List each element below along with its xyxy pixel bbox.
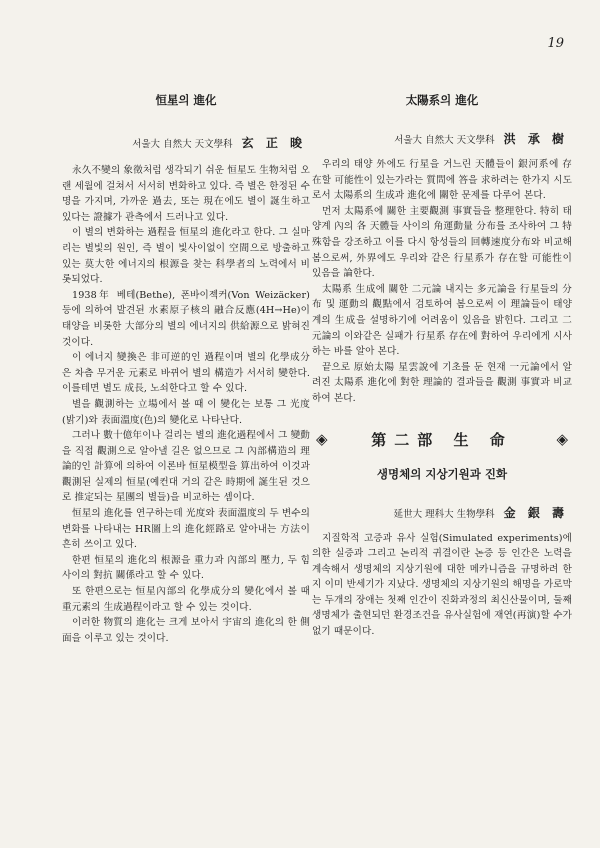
paragraph: 이 에너지 變換은 非可逆的인 過程이며 별의 化學成分은 차츰 무거운 元素로 바뀌어 별의 構造가 서서히 變한다. 이를테면 별도 成長, 노쇠한다고 할 수 있다.	[62, 352, 310, 395]
article-title-origin-of-life: 생명체의 지상기원과 진화	[376, 466, 508, 481]
byline	[312, 130, 572, 147]
paragraph: 별을 觀測하는 立場에서 볼 때 이 變化는 보통 그 光度(밝기)와 表面溫度(色)의 變化로 나타난다.	[62, 398, 310, 426]
paragraph: 우리의 태양 外에도 行星을 거느린 天體들이 銀河系에 存在할 可能性이 있는가라는 質問에 答을 求하려는 한가지 시도로서 太陽系의 生成과 進化에 關한 문제를 다루어 본다.	[312, 159, 572, 202]
paragraph: 지질학적 고증과 유사 실험(Simulated experiments)에 의한 실증과 그리고 논리적 귀결이란 논증 등 인간은 노력을 계속해서 생명체의 지상기원에 대한 메카니즘을 규명하려 한지 이미 반세기가 지났다. 생명체의 지상기원의 해명을 가로막는 두개의 장애는 첫째 인간이 진화과정의 최신산물이며, 둘째 생명체가 출현되던 환경조건을 유사실험에 재연(再演)할 수가 없기 때문이다.	[312, 532, 572, 638]
paragraph: 恒星의 進化를 연구하는데 光度와 表面溫度의 두 변수의 변화를 나타내는 HR圖上의 進化經路로 알아내는 方法이 흔히 쓰이고 있다.	[62, 508, 310, 551]
byline	[312, 504, 572, 521]
paragraph: 한편 恒星의 進化의 根源을 重力과 內部의 壓力, 두 힘사이의 對抗 關係라고 할 수 있다.	[62, 554, 310, 582]
author-affiliation: 서울大 自然大 天文學科	[132, 139, 233, 150]
author-name: 玄 正 晙	[241, 136, 306, 150]
paragraph: 먼저 太陽系에 關한 主要觀測 事實들을 整理한다. 特히 태양계 內의 各 天體들 사이의 角運動量 分布를 조사하여 그 特殊함을 강조하고 이를 다시 항성들의 回轉速度分布와 비교해 봄으로써, 外界에도 우리와 같은 行星系가 存在할 可能性이 있음을 論한다.	[312, 205, 572, 280]
section-banner	[312, 429, 572, 450]
paragraph: 그러나 數十億年이나 걸리는 별의 進化過程에서 그 變動을 직접 觀測으로 알아낼 길은 없으므로 그 內部構造의 理論的인 計算에 의하여 이론바 恒星模型을 算出하여 이것과 觀測된 실제의 恒星(예컨대 거의 같은 時期에 誕生된 것으로 推定되는 星團의 별들)을 비교하는 셈이다.	[62, 430, 310, 504]
author-name: 洪 承 樹	[503, 132, 568, 146]
page-number: 19	[547, 36, 564, 51]
article-title-solar-system-evolution: 太陽系의 進化	[405, 93, 479, 107]
section-label: 第二部 生 命	[371, 430, 513, 449]
paragraph: 이러한 物質의 進化는 크게 보아서 宇宙의 進化의 한 側面을 이루고 있는 것이다.	[62, 617, 310, 644]
paragraph: 이 별의 변화하는 過程을 恒星의 進化라고 한다. 그 실마리는 별빛의 원인, 즉 별이 빛사이없이 空間으로 방출하고 있는 莫大한 에너지의 根源을 찾는 科學者의 노력에서 비롯되었다.	[62, 227, 310, 286]
paragraph: 1938年 베테(Bethe), 폰바이젝커(Von Weizäcker) 등에 의하여 발견된 水素原子核의 融合反應(4H→He)이 태양을 비롯한 大部分의 별의 에너지의 供給源으로 밝혀진 것이다.	[62, 289, 310, 348]
author-affiliation: 서울大 自然大 天文學科	[394, 135, 495, 146]
author-affiliation: 延世大 理科大 生物學科	[393, 508, 495, 520]
right-column	[312, 92, 572, 640]
diamond-ornament-icon: ◈	[556, 430, 568, 448]
byline	[62, 134, 310, 151]
article-title-stellar-evolution: 恒星의 進化	[155, 93, 217, 107]
paragraph: 太陽系 生成에 關한 二元論 내지는 多元論을 行星들의 分布 및 運動의 觀點에서 검토하여 봄으로써 이 理論들이 태양계의 生成을 설명하기에 어려움이 있음을 밝힌다. 그리고 二元論의 이와같은 실패가 行星系 存在에 對하여 우리에게 시사하는 바를 알아 본다.	[312, 283, 572, 358]
paragraph: 끝으로 原始太陽 星雲說에 기초를 둔 현재 一元論에서 알려진 太陽系 進化에 對한 理論的 결과들을 觀測 事實과 비교하여 본다.	[312, 361, 572, 404]
diamond-ornament-icon: ◈	[316, 430, 328, 448]
paragraph: 永久不變의 象徵처럼 생각되기 쉬운 恒星도 生物처럼 오랜 세월에 걸쳐서 서서히 변화하고 있다. 즉 별은 한정된 수명을 가지며, 가까운 過去, 또는 現在에도 별이 誕生하고 있다는 證據가 관측에서 드러나고 있다.	[62, 165, 310, 223]
paragraph: 또 한편으로는 恒星內部의 化學成分의 變化에서 볼 때 重元素의 生成過程이라고 할 수 있는 것이다.	[62, 586, 310, 613]
author-name: 金 銀 壽	[503, 505, 568, 520]
left-column	[62, 92, 310, 646]
